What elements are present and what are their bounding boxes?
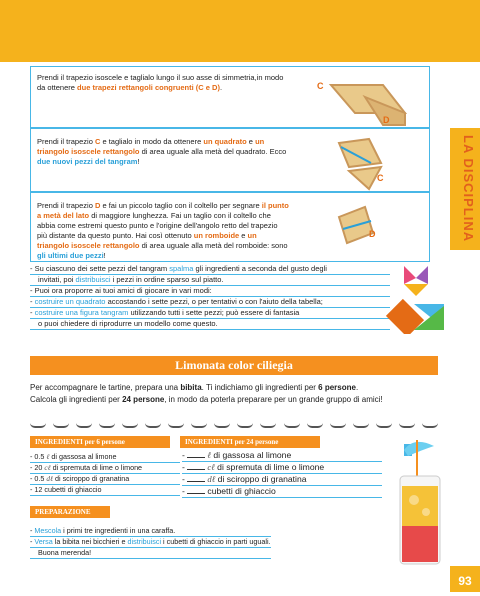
ring-icon — [399, 418, 415, 428]
text-run: 24 persone — [122, 395, 165, 404]
ingredients-6-header: INGREDIENTI per 6 persone — [30, 436, 170, 448]
sandwich-rhomboid-image — [331, 197, 401, 257]
ring-icon — [122, 418, 138, 428]
text-run: di maggiore lunghezza. Fai un taglio con il coltello che abbia come estremi questo punto e l'origine dell'angolo retto del trapezio più distante da questo punto. Hai così ottenuto — [37, 211, 278, 240]
bullet-dash: - — [182, 462, 188, 472]
step-box-3 — [30, 192, 430, 262]
text-run[interactable]: distribuisci — [75, 275, 111, 284]
ring-icon — [353, 418, 369, 428]
intro-line-2 — [30, 394, 440, 406]
ingredient-row — [30, 474, 180, 485]
text-run: - Su ciascuno dei sette pezzi del tangram — [30, 264, 170, 273]
prep-step-2 — [30, 537, 271, 548]
text-run: e — [246, 137, 256, 146]
ring-icon — [330, 418, 346, 428]
text-run[interactable]: costruire una figura tangram — [34, 308, 129, 317]
text-run: 6 persone — [318, 383, 356, 392]
ring-icon — [284, 418, 300, 428]
text-run: due trapezi rettangoli congruenti (C e D) — [77, 83, 220, 92]
text-run: di area uguale alla metà del romboide: sono — [139, 241, 288, 250]
ingredient-desc: di gassosa al limone — [210, 450, 292, 460]
text-run: D — [94, 201, 101, 210]
text-run: Calcola gli ingredienti per — [30, 395, 123, 404]
text-run: - — [30, 308, 35, 317]
ring-icon — [168, 418, 184, 428]
ingredient-qty: - 0.5 — [30, 474, 47, 483]
ingredient-desc: di gassosa al limone — [49, 452, 117, 461]
ingredients-6-list — [30, 452, 180, 496]
text-run: . — [355, 383, 359, 392]
tangram-fox-image — [380, 262, 450, 334]
ring-icon — [376, 418, 392, 428]
text-run: e — [239, 231, 248, 240]
text-run: bibita — [180, 383, 202, 392]
side-tab — [450, 128, 480, 250]
prep-step-3 — [30, 548, 271, 559]
ingredient-row — [182, 474, 382, 486]
ingredient-desc: cubetti di ghiaccio — [44, 485, 102, 494]
bullet-1 — [30, 264, 390, 275]
ingredient-unit: ℓ — [205, 450, 211, 460]
text-run: Buona merenda! — [38, 548, 92, 557]
label-d: D — [383, 115, 390, 125]
answer-blank[interactable] — [187, 474, 205, 482]
text-run: . — [219, 83, 223, 92]
sandwich-trapezoid-image — [313, 67, 423, 127]
ingredient-row — [30, 452, 180, 463]
text-run: un quadrato — [203, 137, 247, 146]
text-run: Prendi il trapezio isoscele e taglialo lungo il suo asse di simmetria, — [37, 73, 257, 82]
text-run: i pezzi in ordine sparso sul piatto. — [110, 275, 224, 284]
ingredient-desc: di spremuta di lime o limone — [214, 462, 325, 472]
ring-icon — [422, 418, 438, 428]
text-run: e taglialo in modo da ottenere — [100, 137, 204, 146]
step-text-2 — [37, 137, 289, 167]
answer-blank[interactable] — [187, 486, 205, 494]
ingredient-row — [182, 450, 382, 462]
prep-step-1 — [30, 526, 271, 537]
text-run: Prendi il trapezio — [37, 137, 95, 146]
text-run: gli ingredienti a seconda del gusto degli — [193, 264, 327, 273]
text-run: - — [30, 297, 35, 306]
text-run: un triangolo isoscele rettangolo — [37, 137, 265, 156]
text-run: e fai un piccolo taglio con il coltello per segnare — [100, 201, 262, 210]
text-run: i primi tre ingredienti in una caraffa. — [61, 526, 176, 535]
ring-icon — [191, 418, 207, 428]
ingredient-row — [30, 485, 180, 496]
ingredient-qty: - 12 — [30, 485, 45, 494]
ring-icon — [76, 418, 92, 428]
preparation-list — [30, 526, 271, 559]
cherry-lemonade-glass-image — [394, 440, 454, 570]
ingredient-unit: ℓ — [46, 453, 50, 461]
text-run: - Puoi ora proporre ai tuoi amici di giocare in vari modi: — [30, 286, 212, 295]
text-run: due nuovi pezzi del tangram — [37, 157, 138, 166]
text-run[interactable]: Mescola — [34, 526, 62, 535]
text-run[interactable]: Versa — [34, 537, 53, 546]
text-run: Per accompagnare le tartine, prepara una — [30, 383, 181, 392]
notebook-rings — [30, 418, 438, 430]
bullet-dash: - — [182, 450, 188, 460]
bullet-2 — [30, 286, 390, 297]
side-tab-label: LA DISCIPLINA — [461, 135, 476, 243]
ingredient-unit: dℓ — [205, 474, 216, 484]
bullet-3 — [30, 297, 390, 308]
step-box-2 — [30, 128, 430, 192]
text-run: - — [30, 526, 35, 535]
text-run: gli ultimi due pezzi — [37, 251, 104, 260]
ring-icon — [307, 418, 323, 428]
ring-icon — [145, 418, 161, 428]
ingredient-desc: di sciroppo di granatina — [52, 474, 130, 483]
text-run: accostando i sette pezzi, o per tentativi o con l'aiuto della tabella; — [105, 297, 323, 306]
text-run: C — [94, 137, 101, 146]
label-d-2: D — [369, 229, 376, 239]
text-run: - — [30, 537, 35, 546]
sandwich-square-cut-image — [319, 133, 399, 193]
ring-icon — [260, 418, 276, 428]
ring-icon — [214, 418, 230, 428]
ingredients-24-list — [182, 450, 382, 498]
bullet-dash: - — [182, 486, 188, 496]
label-c-2: C — [377, 173, 384, 183]
text-run[interactable]: distribuisci — [127, 537, 162, 546]
text-run: in modo da ottenere — [37, 73, 284, 92]
top-banner — [0, 0, 480, 62]
intro-line-1 — [30, 382, 440, 394]
intro-text — [30, 382, 440, 406]
bullet-4 — [30, 308, 390, 319]
text-run: ! — [137, 157, 140, 166]
ring-icon — [99, 418, 115, 428]
ring-icon — [30, 418, 46, 428]
text-run[interactable]: spalma — [169, 264, 194, 273]
answer-blank[interactable] — [187, 462, 205, 470]
ingredient-row — [182, 486, 382, 498]
label-c: C — [317, 81, 324, 91]
ingredient-row — [30, 463, 180, 474]
preparation-header: PREPARAZIONE — [30, 506, 110, 518]
ingredient-unit: cℓ — [205, 462, 215, 472]
text-run: . Ti indichiamo gli ingredienti per — [201, 383, 319, 392]
ingredient-unit: cℓ — [44, 464, 51, 472]
step-box-1 — [30, 66, 430, 128]
instructions-list — [30, 264, 390, 330]
step-text-3 — [37, 201, 289, 261]
text-run: , in modo da poterla preparare per un grande gruppo di amici! — [164, 395, 383, 404]
text-run: Prendi il trapezio — [37, 201, 95, 210]
answer-blank[interactable] — [187, 450, 205, 458]
text-run: il punto a metà del lato — [37, 201, 289, 220]
text-run[interactable]: costruire un quadrato — [34, 297, 106, 306]
bullet-1b — [30, 275, 390, 286]
step-text-1 — [37, 73, 289, 93]
ingredient-desc: cubetti di ghiaccio — [207, 486, 276, 496]
text-run: ! — [103, 251, 106, 260]
text-run: utilizzando tutti i sette pezzi; può essere di fantasia — [128, 308, 300, 317]
ring-icon — [237, 418, 253, 428]
text-run: invitati, poi — [38, 275, 76, 284]
text-run: un triangolo isoscele rettangolo — [37, 231, 257, 250]
text-run: la bibita nei bicchieri e — [52, 537, 128, 546]
ingredient-qty: - 20 — [30, 463, 45, 472]
bullet-dash: - — [182, 474, 188, 484]
text-run: di area uguale alla metà del quadrato. Ecco — [139, 147, 287, 156]
ingredients-24-header: INGREDIENTI per 24 persone — [180, 436, 320, 448]
page-number: 93 — [450, 566, 480, 592]
ingredient-desc: di spremuta di lime o limone — [50, 463, 143, 472]
text-run: o puoi chiedere di riprodurre un modello come questo. — [38, 319, 218, 328]
text-run: un romboide — [193, 231, 240, 240]
bullet-4b — [30, 319, 390, 330]
ring-icon — [53, 418, 69, 428]
text-run: i cubetti di ghiaccio in parti uguali. — [161, 537, 271, 546]
ingredient-row — [182, 462, 382, 474]
ingredient-qty: - 0.5 — [30, 452, 47, 461]
ingredient-unit: dℓ — [46, 475, 53, 483]
ingredient-desc: di sciroppo di granatina — [215, 474, 307, 484]
section-title: Limonata color ciliegia — [30, 356, 438, 375]
